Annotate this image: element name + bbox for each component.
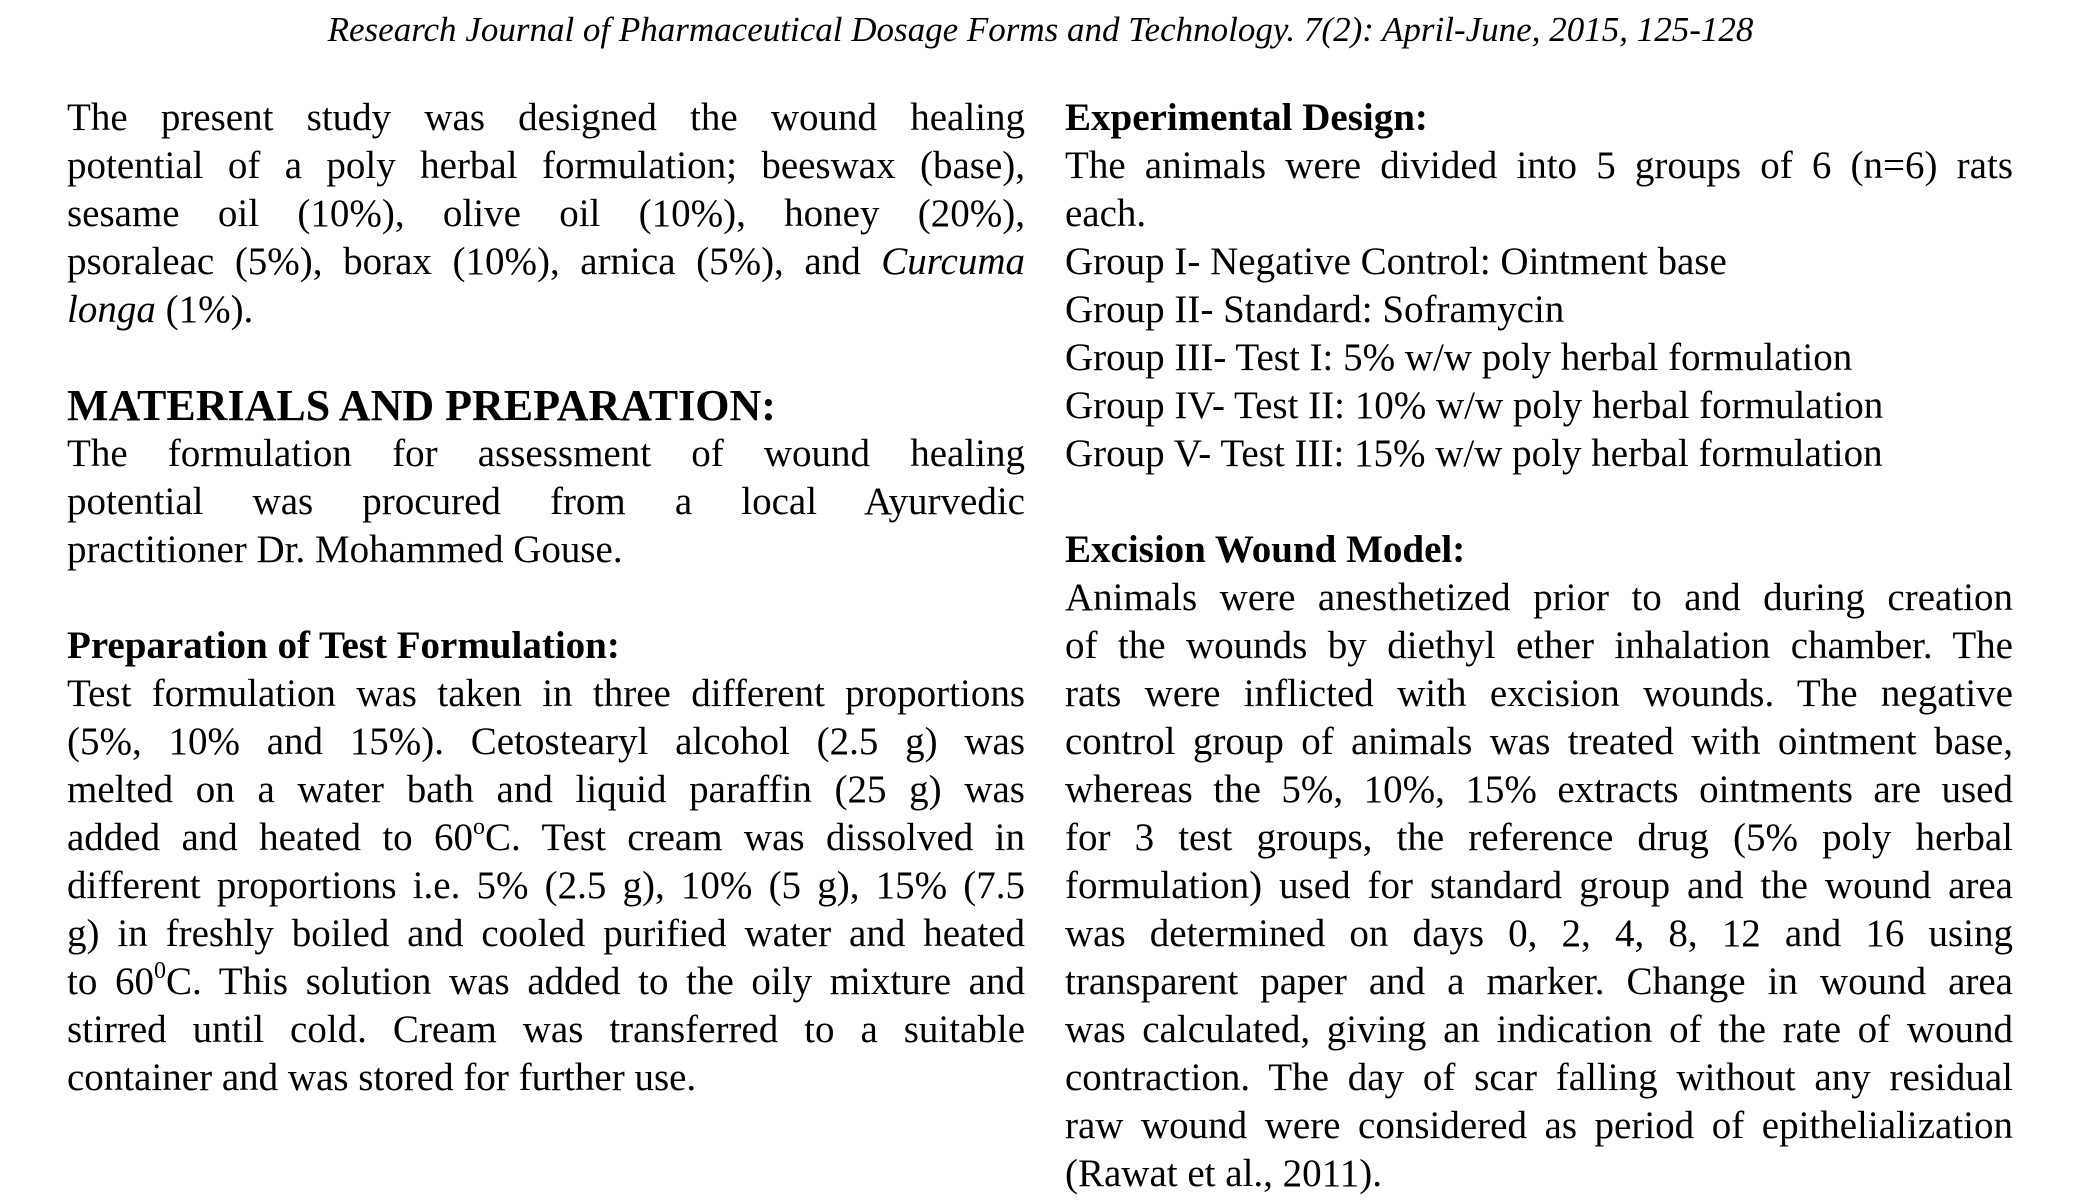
- text-line: [67, 238, 1025, 286]
- spacer: [1065, 478, 2013, 526]
- text-line: The formulation for assessment of wound healing: [67, 432, 1025, 475]
- text-fragment: added and heated to 60: [67, 816, 474, 859]
- text-line: [67, 814, 1025, 862]
- text-line: (Rawat et al., 2011).: [1065, 1152, 1382, 1195]
- text-line: potential was procured from a local Ayurvedic: [67, 480, 1025, 523]
- right-column: [1065, 94, 2013, 1198]
- text-fragment: C. Test cream was dissolved in: [485, 816, 1025, 859]
- degree-superscript: o: [473, 814, 486, 840]
- text-line: contraction. The day of scar falling without any residual: [1065, 1056, 2013, 1099]
- text-line: melted on a water bath and liquid paraffin (25 g) was: [67, 768, 1025, 811]
- group-item: Group V- Test III: 15% w/w poly herbal formulation: [1065, 432, 1883, 475]
- text-line: practitioner Dr. Mohammed Gouse.: [67, 528, 623, 571]
- text-line: control group of animals was treated with ointment base,: [1065, 720, 2013, 763]
- text-line: rats were inflicted with excision wounds. The negative: [1065, 672, 2013, 715]
- species-name-italic: longa: [67, 288, 156, 331]
- journal-citation-header: Research Journal of Pharmaceutical Dosage Forms and Technology. 7(2): April-June, 2015, 125-128: [327, 10, 1754, 49]
- excision-wound-model-section: [1065, 526, 2013, 1198]
- group-item: Group I- Negative Control: Ointment base: [1065, 240, 1727, 283]
- text-line: (5%, 10% and 15%). Cetostearyl alcohol (2.5 g) was: [67, 720, 1025, 763]
- text-line: of the wounds by diethyl ether inhalation chamber. The: [1065, 624, 2013, 667]
- text-line: container and was stored for further use.: [67, 1056, 697, 1099]
- text-line: stirred until cold. Cream was transferred to a suitable: [67, 1008, 1025, 1051]
- text-line: sesame oil (10%), olive oil (10%), honey (20%),: [67, 192, 1025, 235]
- text-line: transparent paper and a marker. Change in wound area: [1065, 960, 2013, 1003]
- text-line: whereas the 5%, 10%, 15% extracts ointments are used: [1065, 768, 2013, 811]
- preparation-section: [67, 622, 1025, 1102]
- materials-section: [67, 382, 1025, 574]
- text-line: The animals were divided into 5 groups of 6 (n=6) rats: [1065, 144, 2013, 187]
- text-fragment: C. This solution was added to the oily mixture and: [166, 960, 1025, 1003]
- text-fragment: psoraleac (5%), borax (10%), arnica (5%), and: [67, 240, 861, 283]
- degree-superscript: 0: [154, 958, 166, 984]
- text-line: for 3 test groups, the reference drug (5% poly herbal: [1065, 816, 2013, 859]
- text-line: was determined on days 0, 2, 4, 8, 12 and 16 using: [1065, 912, 2013, 955]
- spacer: [67, 334, 1025, 382]
- text-line: potential of a poly herbal formulation; beeswax (base),: [67, 144, 1025, 187]
- species-name-italic: Curcuma: [881, 240, 1025, 283]
- group-item: Group IV- Test II: 10% w/w poly herbal formulation: [1065, 384, 1884, 427]
- spacer: [67, 574, 1025, 622]
- subsection-heading-experimental-design: Experimental Design:: [1065, 96, 1428, 139]
- text-fragment: (1%).: [165, 288, 254, 331]
- text-line: each.: [1065, 192, 1147, 235]
- text-line: The present study was designed the wound healing: [67, 96, 1025, 139]
- intro-paragraph: [67, 94, 1025, 334]
- text-line: different proportions i.e. 5% (2.5 g), 10% (5 g), 15% (7.5: [67, 864, 1025, 907]
- text-line: was calculated, giving an indication of the rate of wound: [1065, 1008, 2013, 1051]
- text-line: raw wound were considered as period of epithelialization: [1065, 1104, 2013, 1147]
- section-heading-materials: MATERIALS AND PREPARATION:: [67, 381, 776, 430]
- experimental-design-section: [1065, 94, 2013, 478]
- left-column: [67, 94, 1025, 1102]
- text-fragment: to 60: [67, 960, 154, 1003]
- text-line: [67, 286, 1025, 334]
- text-line: Animals were anesthetized prior to and during creation: [1065, 576, 2013, 619]
- subsection-heading-excision-wound-model: Excision Wound Model:: [1065, 528, 1466, 571]
- subsection-heading-preparation: Preparation of Test Formulation:: [67, 624, 620, 667]
- text-line: Test formulation was taken in three different proportions: [67, 672, 1025, 715]
- group-item: Group III- Test I: 5% w/w poly herbal formulation: [1065, 336, 1853, 379]
- group-item: Group II- Standard: Soframycin: [1065, 288, 1565, 331]
- text-line: [67, 958, 1025, 1006]
- text-line: formulation) used for standard group and the wound area: [1065, 864, 2013, 907]
- text-line: g) in freshly boiled and cooled purified water and heated: [67, 912, 1025, 955]
